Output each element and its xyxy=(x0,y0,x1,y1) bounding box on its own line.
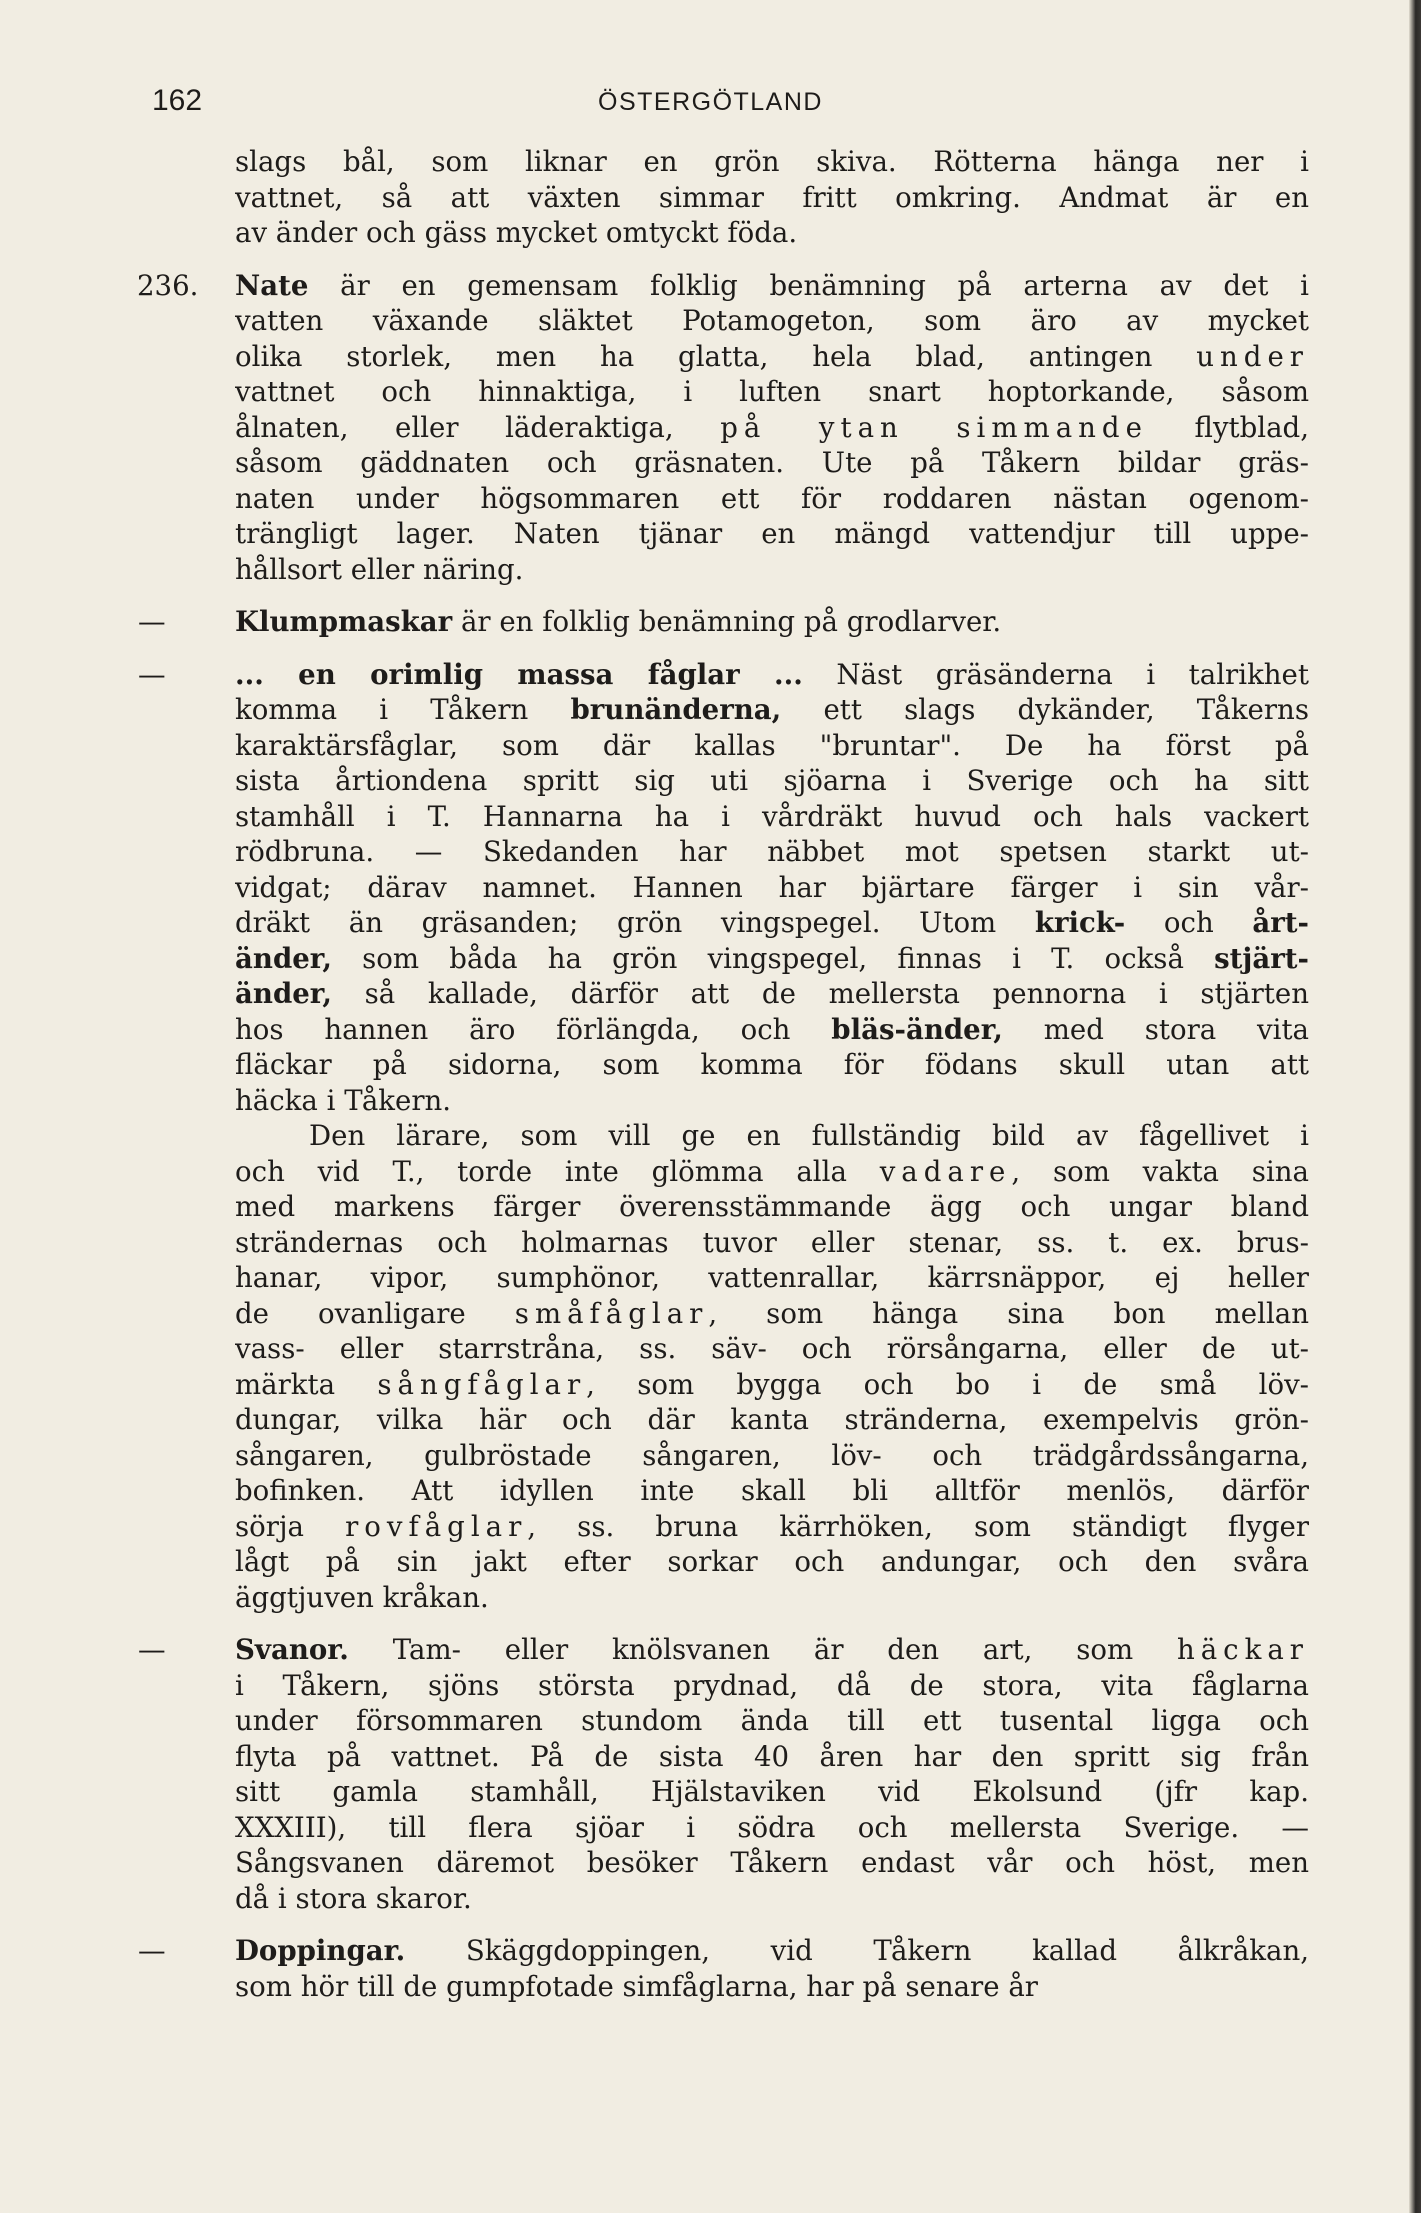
text-line xyxy=(235,1544,1309,1580)
text-run: ålnaten, eller läderaktiga, xyxy=(235,410,721,444)
text-run: Sångsvanen däremot besöker Tåkern endast vår och höst, men xyxy=(235,1846,1309,1879)
text-run: i Tåkern, sjöns största prydnad, då de stora, vita fåglarna xyxy=(235,1668,1309,1702)
text-line xyxy=(235,1260,1309,1296)
text-line xyxy=(138,1632,1309,1668)
text-run: hos hannen äro förlängda, och xyxy=(235,1012,832,1046)
text-run: dungar, vilka här och där kanta stränderna, exempelvis grön- xyxy=(235,1403,1309,1436)
text-run: Näst gräsänderna i talrikhet xyxy=(802,657,1309,691)
text-line xyxy=(235,516,1309,552)
paragraph xyxy=(0,604,1409,640)
text-line xyxy=(235,1969,1309,2005)
bold-term: Klumpmaskar xyxy=(235,605,453,638)
paragraph xyxy=(0,144,1409,251)
text-line xyxy=(235,1668,1309,1704)
text-line xyxy=(235,339,1309,375)
text-line xyxy=(235,303,1309,339)
text-line xyxy=(235,1810,1309,1846)
text-line xyxy=(235,941,1309,977)
text-run: vatten växande släktet Potamogeton, som äro av mycket xyxy=(235,304,1309,337)
text-line xyxy=(235,1012,1309,1048)
text-line xyxy=(235,1154,1309,1190)
text-run: och vid T., torde inte glömma alla xyxy=(235,1154,880,1188)
text-line xyxy=(235,1047,1309,1083)
text-line xyxy=(235,1189,1309,1225)
text-line xyxy=(235,1331,1309,1367)
text-run: av änder och gäss mycket omtyckt föda. xyxy=(235,216,798,249)
entry-dash-marker: — xyxy=(138,657,166,691)
text-line xyxy=(235,1118,1309,1154)
bold-term: änder, xyxy=(235,941,332,975)
bold-term: Nate xyxy=(235,268,309,302)
text-run: är en folklig benämning på grodlarver. xyxy=(452,605,1002,638)
text-run: slags bål, som liknar en grön skiva. Rötterna hänga ner i xyxy=(235,145,1309,178)
text-run: sörja xyxy=(235,1509,346,1543)
text-line xyxy=(235,1296,1309,1332)
text-run: vattnet, så att växten simmar fritt omkring. Andmat är en xyxy=(235,180,1309,214)
text-run: märkta xyxy=(235,1367,378,1401)
text-run: fläckar på sidorna, som komma för födans skull utan att xyxy=(235,1048,1309,1081)
text-run: vass- eller starrstråna, ss. säv- och rörsångarna, eller de ut- xyxy=(235,1332,1309,1365)
spaced-emphasis: under xyxy=(1196,339,1309,373)
text-run: de ovanligare xyxy=(235,1296,515,1330)
text-run: med stora vita xyxy=(1002,1012,1309,1046)
text-line xyxy=(235,1402,1309,1438)
text-line xyxy=(235,692,1309,728)
text-line xyxy=(235,180,1309,216)
text-line xyxy=(235,1438,1309,1474)
text-run: lågt på sin jakt efter sorkar och andungar, och den svåra xyxy=(235,1545,1309,1578)
text-line xyxy=(235,1739,1309,1775)
entry-number: 236. xyxy=(137,268,199,302)
spaced-emphasis: småfåglar xyxy=(514,1296,709,1330)
paragraph-gap xyxy=(0,640,1409,657)
text-run: ett slags dykänder, Tåkerns xyxy=(781,693,1309,726)
spaced-emphasis: vadare xyxy=(879,1154,1012,1188)
text-run: olika storlek, men ha glatta, hela blad, antingen xyxy=(235,339,1197,373)
text-run: rödbruna. — Skedanden har näbbet mot spetsen starkt ut- xyxy=(235,835,1309,868)
text-run: är en gemensam folklig benämning på arterna av det i xyxy=(308,268,1309,302)
text-run: vattnet och hinnaktiga, i luften snart hoptorkande, såsom xyxy=(235,375,1309,408)
bold-term: Doppingar. xyxy=(235,1934,406,1967)
text-line xyxy=(235,144,1309,180)
text-run: som hör till de gumpfotade simfåglarna, har på senare år xyxy=(235,1969,1038,2003)
page-header xyxy=(0,84,1409,124)
page-edge xyxy=(1409,0,1421,2213)
text-line xyxy=(137,268,1309,304)
text-run: häcka i Tåkern. xyxy=(235,1083,452,1117)
text-run: vidgat; därav namnet. Hannen har bjärtare färger i sin vår- xyxy=(235,870,1309,904)
text-run: naten under högsommaren ett för roddaren nästan ogenom- xyxy=(235,481,1309,515)
text-run: hanar, vipor, sumphönor, vattenrallar, kärrsnäppor, ej heller xyxy=(235,1261,1309,1294)
text-run: äggtjuven kråkan. xyxy=(235,1580,489,1614)
bold-term: stjärt- xyxy=(1214,941,1309,975)
text-line xyxy=(138,1933,1309,1969)
text-run: sitt gamla stamhåll, Hjälstaviken vid Ekolsund (jfr kap. xyxy=(235,1775,1309,1808)
text-run: , som vakta sina xyxy=(1011,1154,1309,1188)
text-run: Skäggdoppingen, vid Tåkern kallad ålkråkan, xyxy=(405,1934,1309,1967)
paragraph-gap xyxy=(0,587,1409,604)
text-line xyxy=(235,728,1309,764)
paragraph-gap xyxy=(0,251,1409,268)
text-run: så kallade, därför att de mellersta pennorna i stjärten xyxy=(331,977,1309,1010)
bold-term: Svanor. xyxy=(235,1633,349,1666)
running-head: ÖSTERGÖTLAND xyxy=(598,88,823,116)
entry-dash-marker: — xyxy=(138,1633,166,1666)
text-line xyxy=(235,1367,1309,1403)
text-run: stamhåll i T. Hannarna ha i vårdräkt huvud och hals vackert xyxy=(235,799,1309,833)
text-run: och xyxy=(1125,906,1253,939)
spaced-emphasis: på ytan simmande xyxy=(720,410,1148,444)
text-run: komma i Tåkern xyxy=(235,693,571,726)
text-run: XXXIII), till flera sjöar i södra och mellersta Sverige. — xyxy=(235,1810,1309,1844)
text-line xyxy=(235,905,1309,941)
text-line xyxy=(235,763,1309,799)
text-line xyxy=(235,1845,1309,1881)
page-number: 162 xyxy=(152,84,203,117)
paragraph-gap xyxy=(0,1916,1409,1933)
text-run: sångaren, gulbröstade sångaren, löv- och trädgårdssångarna, xyxy=(235,1438,1309,1472)
paragraph xyxy=(0,657,1409,1119)
text-line xyxy=(235,374,1309,410)
paragraph-gap xyxy=(0,1615,1409,1632)
text-line xyxy=(235,552,1309,588)
text-line xyxy=(235,1225,1309,1261)
text-line xyxy=(235,410,1309,446)
text-run: , ss. bruna kärrhöken, som ständigt flyger xyxy=(527,1509,1309,1543)
text-line xyxy=(235,1580,1309,1616)
text-run: bofinken. Att idyllen inte skall bli alltför menlös, därför xyxy=(235,1474,1309,1507)
bold-term: brunänderna, xyxy=(570,693,782,726)
text-run: strändernas och holmarnas tuvor eller stenar, ss. t. ex. brus- xyxy=(235,1225,1309,1259)
entry-dash-marker: — xyxy=(138,605,166,638)
bold-term: bläs-änder, xyxy=(831,1012,1003,1046)
text-run: Tam- eller knölsvanen är den art, som xyxy=(348,1633,1177,1666)
text-run: med markens färger överensstämmande ägg och ungar bland xyxy=(235,1190,1309,1223)
paragraph xyxy=(0,1933,1409,2004)
text-run: hållsort eller näring. xyxy=(235,552,524,586)
text-run: Den lärare, som vill ge en fullständig bild av fågellivet i xyxy=(309,1119,1309,1152)
bold-term: krick- xyxy=(1034,906,1126,939)
text-run: , som bygga och bo i de små löv- xyxy=(586,1367,1309,1401)
text-line xyxy=(235,1774,1309,1810)
text-run: , som hänga sina bon mellan xyxy=(708,1296,1309,1330)
text-run: under försommaren stundom ända till ett tusental ligga och xyxy=(235,1704,1309,1737)
bold-term: änder, xyxy=(235,977,332,1010)
text-line xyxy=(235,1509,1309,1545)
body-text xyxy=(0,144,1409,2004)
text-run: flytblad, xyxy=(1147,410,1309,444)
text-line xyxy=(235,870,1309,906)
paragraph xyxy=(0,1632,1409,1916)
text-line xyxy=(235,799,1309,835)
text-run: dräkt än gräsanden; grön vingspegel. Utom xyxy=(235,906,1035,939)
bold-term: ... en orimlig massa fåglar ... xyxy=(235,657,803,691)
text-run: som båda ha grön vingspegel, finnas i T. också xyxy=(331,941,1215,975)
text-run: såsom gäddnaten och gräsnaten. Ute på Tåkern bildar gräs- xyxy=(235,446,1309,479)
text-run: då i stora skaror. xyxy=(235,1881,472,1915)
entry-dash-marker: — xyxy=(138,1934,166,1967)
paragraph xyxy=(0,1118,1409,1615)
text-line xyxy=(235,1881,1309,1917)
text-line xyxy=(138,657,1309,693)
text-line xyxy=(235,1473,1309,1509)
text-line xyxy=(235,1703,1309,1739)
text-run: trängligt lager. Naten tjänar en mängd vattendjur till uppe- xyxy=(235,517,1309,550)
text-line xyxy=(235,445,1309,481)
spaced-emphasis: rovfåglar xyxy=(345,1509,528,1543)
text-line xyxy=(235,1083,1309,1119)
text-line xyxy=(235,976,1309,1012)
text-line xyxy=(235,834,1309,870)
text-line xyxy=(235,215,1309,251)
text-line xyxy=(138,604,1309,640)
text-run: karaktärsfåglar, som där kallas "bruntar". De ha först på xyxy=(235,728,1309,762)
text-run: flyta på vattnet. På de sista 40 åren har den spritt sig från xyxy=(235,1739,1309,1773)
text-run: sista årtiondena spritt sig uti sjöarna i Sverige och ha sitt xyxy=(235,764,1309,797)
paragraph xyxy=(0,268,1409,588)
bold-term: årt- xyxy=(1252,906,1309,939)
spaced-emphasis: häckar xyxy=(1176,1633,1309,1666)
spaced-emphasis: sångfåglar xyxy=(377,1367,587,1401)
text-line xyxy=(235,481,1309,517)
